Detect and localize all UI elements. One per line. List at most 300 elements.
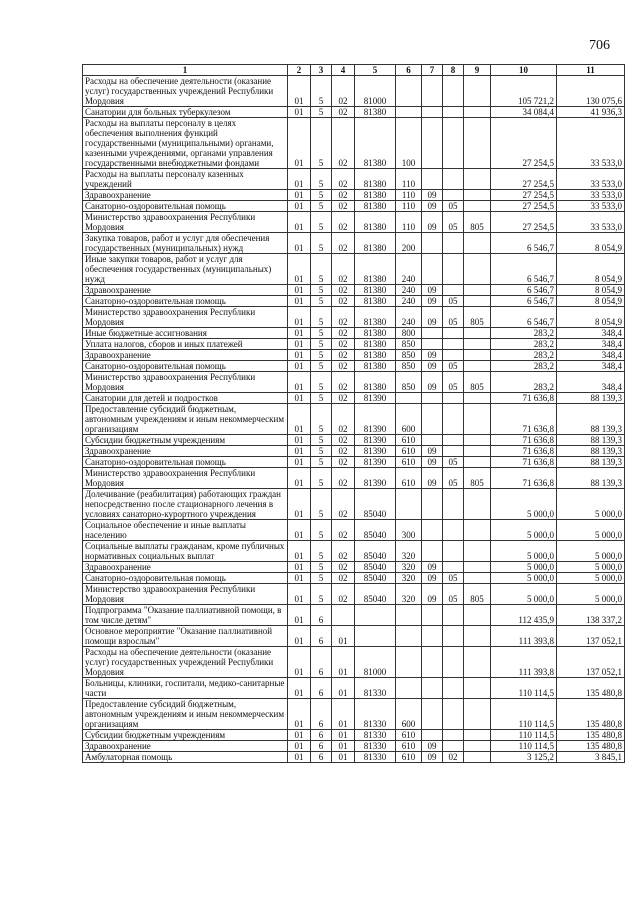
table-row — [83, 118, 625, 169]
code-section — [422, 678, 443, 699]
code-section: 09 — [422, 296, 443, 307]
table-row — [83, 76, 625, 107]
code-subprogram: 5 — [311, 254, 332, 285]
code-expense-type — [396, 393, 422, 404]
code-subprogram: 5 — [311, 169, 332, 190]
code-program: 01 — [288, 107, 311, 118]
code-activity: 02 — [332, 446, 355, 457]
row-name: Иные закупки товаров, работ и услуг для обеспечения государственных (муниципальных) нужд — [83, 254, 288, 285]
col-header-2: 2 — [288, 65, 311, 76]
col-header-1: 1 — [83, 65, 288, 76]
code-section: 09 — [422, 212, 443, 233]
code-ministry — [464, 190, 491, 201]
amount-year-2: 5 000,0 — [557, 562, 625, 573]
code-subsection — [443, 678, 464, 699]
code-program: 01 — [288, 350, 311, 361]
code-ministry: 805 — [464, 468, 491, 489]
code-direction: 81330 — [355, 752, 396, 763]
code-subprogram: 5 — [311, 296, 332, 307]
row-name: Санаторно-оздоровительная помощь — [83, 201, 288, 212]
code-direction: 81390 — [355, 446, 396, 457]
code-subsection: 05 — [443, 212, 464, 233]
code-program: 01 — [288, 468, 311, 489]
code-activity: 02 — [332, 190, 355, 201]
code-direction — [355, 626, 396, 647]
code-activity: 02 — [332, 435, 355, 446]
code-direction: 81380 — [355, 233, 396, 254]
amount-year-2: 5 000,0 — [557, 573, 625, 584]
code-program: 01 — [288, 393, 311, 404]
code-direction: 81000 — [355, 647, 396, 678]
code-subsection — [443, 393, 464, 404]
row-name: Долечивание (реабилитация) работающих граждан непосредственно после стационарного лечения в условиях санаторно-курортного учреждения — [83, 489, 288, 520]
col-header-7: 7 — [422, 65, 443, 76]
amount-year-2: 8 054,9 — [557, 254, 625, 285]
amount-year-1: 5 000,0 — [491, 541, 557, 562]
code-ministry — [464, 446, 491, 457]
code-subsection — [443, 254, 464, 285]
code-section — [422, 626, 443, 647]
code-direction: 81380 — [355, 201, 396, 212]
amount-year-2: 3 845,1 — [557, 752, 625, 763]
code-ministry — [464, 254, 491, 285]
code-direction: 81390 — [355, 435, 396, 446]
code-program: 01 — [288, 730, 311, 741]
table-row — [83, 647, 625, 678]
code-section: 09 — [422, 285, 443, 296]
row-name: Субсидии бюджетным учреждениям — [83, 730, 288, 741]
code-subsection: 05 — [443, 573, 464, 584]
amount-year-1: 27 254,5 — [491, 201, 557, 212]
code-ministry — [464, 699, 491, 730]
col-header-3: 3 — [311, 65, 332, 76]
code-expense-type: 850 — [396, 339, 422, 350]
code-program: 01 — [288, 190, 311, 201]
code-direction: 85040 — [355, 573, 396, 584]
code-subprogram: 5 — [311, 233, 332, 254]
code-ministry — [464, 489, 491, 520]
code-subsection — [443, 741, 464, 752]
code-section: 09 — [422, 468, 443, 489]
code-subsection — [443, 605, 464, 626]
code-subsection: 05 — [443, 584, 464, 605]
code-direction: 81390 — [355, 393, 396, 404]
code-subprogram: 5 — [311, 339, 332, 350]
code-subprogram: 6 — [311, 626, 332, 647]
amount-year-1: 283,2 — [491, 361, 557, 372]
code-program: 01 — [288, 573, 311, 584]
code-program: 01 — [288, 328, 311, 339]
amount-year-1: 110 114,5 — [491, 699, 557, 730]
code-direction: 81380 — [355, 339, 396, 350]
amount-year-1: 6 546,7 — [491, 285, 557, 296]
code-ministry — [464, 350, 491, 361]
code-subsection: 05 — [443, 201, 464, 212]
code-expense-type: 610 — [396, 446, 422, 457]
code-expense-type: 610 — [396, 435, 422, 446]
code-section — [422, 435, 443, 446]
table-row — [83, 741, 625, 752]
amount-year-2: 33 533,0 — [557, 169, 625, 190]
code-expense-type: 110 — [396, 201, 422, 212]
code-subprogram: 5 — [311, 446, 332, 457]
code-section: 09 — [422, 350, 443, 361]
code-activity: 02 — [332, 76, 355, 107]
code-expense-type — [396, 107, 422, 118]
table-row — [83, 489, 625, 520]
code-program: 01 — [288, 562, 311, 573]
table-row — [83, 605, 625, 626]
row-name: Социальное обеспечение и иные выплаты населению — [83, 520, 288, 541]
code-ministry — [464, 626, 491, 647]
code-activity: 02 — [332, 457, 355, 468]
code-activity: 02 — [332, 328, 355, 339]
code-subprogram: 6 — [311, 730, 332, 741]
code-ministry — [464, 169, 491, 190]
code-direction: 85040 — [355, 520, 396, 541]
row-name: Министерство здравоохранения Республики Мордовия — [83, 307, 288, 328]
code-activity: 02 — [332, 254, 355, 285]
row-name: Расходы на обеспечение деятельности (оказание услуг) государственных учреждений Республики Мордовия — [83, 647, 288, 678]
code-subprogram: 6 — [311, 699, 332, 730]
row-name: Основное мероприятие "Оказание паллиативной помощи взрослым" — [83, 626, 288, 647]
code-subsection — [443, 76, 464, 107]
budget-table — [82, 64, 625, 763]
code-direction: 81380 — [355, 212, 396, 233]
code-ministry: 805 — [464, 307, 491, 328]
code-section: 09 — [422, 584, 443, 605]
code-direction: 81380 — [355, 118, 396, 169]
code-direction: 81390 — [355, 457, 396, 468]
code-direction: 85040 — [355, 489, 396, 520]
table-row — [83, 573, 625, 584]
amount-year-1: 71 636,8 — [491, 435, 557, 446]
row-name: Санатории для детей и подростков — [83, 393, 288, 404]
amount-year-2: 88 139,3 — [557, 435, 625, 446]
code-direction: 81380 — [355, 190, 396, 201]
code-expense-type: 610 — [396, 730, 422, 741]
col-header-10: 10 — [491, 65, 557, 76]
code-program: 01 — [288, 201, 311, 212]
amount-year-1: 71 636,8 — [491, 393, 557, 404]
amount-year-2: 33 533,0 — [557, 118, 625, 169]
code-section: 09 — [422, 307, 443, 328]
code-ministry — [464, 457, 491, 468]
amount-year-2: 348,4 — [557, 361, 625, 372]
code-activity — [332, 605, 355, 626]
code-section — [422, 489, 443, 520]
amount-year-2: 33 533,0 — [557, 201, 625, 212]
code-activity: 02 — [332, 562, 355, 573]
table-row — [83, 372, 625, 393]
code-program: 01 — [288, 233, 311, 254]
code-ministry — [464, 741, 491, 752]
code-section — [422, 76, 443, 107]
code-expense-type: 240 — [396, 254, 422, 285]
code-program: 01 — [288, 626, 311, 647]
code-direction: 81380 — [355, 328, 396, 339]
code-ministry — [464, 520, 491, 541]
code-program: 01 — [288, 339, 311, 350]
code-subprogram: 5 — [311, 573, 332, 584]
amount-year-1: 6 546,7 — [491, 233, 557, 254]
code-subprogram: 5 — [311, 372, 332, 393]
code-ministry — [464, 201, 491, 212]
code-activity: 02 — [332, 361, 355, 372]
table-row — [83, 361, 625, 372]
code-subprogram: 5 — [311, 584, 332, 605]
amount-year-2: 5 000,0 — [557, 520, 625, 541]
code-subprogram: 5 — [311, 393, 332, 404]
code-ministry — [464, 76, 491, 107]
code-ministry — [464, 107, 491, 118]
code-direction: 81380 — [355, 307, 396, 328]
amount-year-2: 33 533,0 — [557, 212, 625, 233]
code-activity: 02 — [332, 307, 355, 328]
code-ministry — [464, 285, 491, 296]
code-subprogram: 5 — [311, 468, 332, 489]
code-subsection: 05 — [443, 457, 464, 468]
table-row — [83, 678, 625, 699]
code-section — [422, 647, 443, 678]
table-row — [83, 457, 625, 468]
code-activity: 01 — [332, 678, 355, 699]
code-program: 01 — [288, 541, 311, 562]
code-program: 01 — [288, 169, 311, 190]
code-activity: 02 — [332, 201, 355, 212]
code-activity: 01 — [332, 699, 355, 730]
amount-year-1: 110 114,5 — [491, 741, 557, 752]
code-subsection — [443, 541, 464, 562]
code-program: 01 — [288, 752, 311, 763]
table-row — [83, 190, 625, 201]
row-name: Предоставление субсидий бюджетным, автономным учреждениям и иным некоммерческим организациям — [83, 699, 288, 730]
amount-year-1: 6 546,7 — [491, 307, 557, 328]
code-program: 01 — [288, 678, 311, 699]
code-subsection — [443, 107, 464, 118]
table-row — [83, 626, 625, 647]
code-subprogram: 5 — [311, 435, 332, 446]
code-section — [422, 393, 443, 404]
table-row — [83, 468, 625, 489]
amount-year-2: 348,4 — [557, 372, 625, 393]
code-program: 01 — [288, 296, 311, 307]
code-activity: 02 — [332, 233, 355, 254]
table-row — [83, 562, 625, 573]
amount-year-1: 5 000,0 — [491, 584, 557, 605]
code-activity: 02 — [332, 404, 355, 435]
code-program: 01 — [288, 435, 311, 446]
code-activity: 02 — [332, 107, 355, 118]
code-program: 01 — [288, 489, 311, 520]
code-subsection — [443, 190, 464, 201]
row-name: Министерство здравоохранения Республики Мордовия — [83, 584, 288, 605]
code-ministry — [464, 541, 491, 562]
table-row — [83, 435, 625, 446]
amount-year-1: 283,2 — [491, 328, 557, 339]
code-activity: 02 — [332, 339, 355, 350]
code-program: 01 — [288, 605, 311, 626]
code-expense-type: 300 — [396, 520, 422, 541]
code-activity: 02 — [332, 573, 355, 584]
row-name: Здравоохранение — [83, 350, 288, 361]
code-subprogram: 5 — [311, 520, 332, 541]
amount-year-1: 5 000,0 — [491, 562, 557, 573]
code-direction: 81330 — [355, 741, 396, 752]
code-ministry — [464, 404, 491, 435]
code-program: 01 — [288, 372, 311, 393]
amount-year-2: 41 936,3 — [557, 107, 625, 118]
code-program: 01 — [288, 584, 311, 605]
code-activity: 02 — [332, 393, 355, 404]
row-name: Министерство здравоохранения Республики Мордовия — [83, 372, 288, 393]
code-program: 01 — [288, 307, 311, 328]
row-name: Санатории для больных туберкулезом — [83, 107, 288, 118]
table-row — [83, 541, 625, 562]
row-name: Закупка товаров, работ и услуг для обеспечения государственных (муниципальных) нужд — [83, 233, 288, 254]
code-expense-type: 610 — [396, 752, 422, 763]
code-ministry — [464, 730, 491, 741]
row-name: Санаторно-оздоровительная помощь — [83, 361, 288, 372]
amount-year-2: 137 052,1 — [557, 647, 625, 678]
amount-year-1: 112 435,9 — [491, 605, 557, 626]
code-subsection — [443, 285, 464, 296]
amount-year-2: 88 139,3 — [557, 468, 625, 489]
code-subsection — [443, 446, 464, 457]
amount-year-1: 5 000,0 — [491, 489, 557, 520]
code-program: 01 — [288, 285, 311, 296]
code-program: 01 — [288, 404, 311, 435]
table-row — [83, 699, 625, 730]
code-ministry — [464, 328, 491, 339]
amount-year-2: 88 139,3 — [557, 404, 625, 435]
code-activity: 02 — [332, 520, 355, 541]
code-direction: 81380 — [355, 361, 396, 372]
code-activity: 02 — [332, 584, 355, 605]
code-ministry — [464, 752, 491, 763]
code-direction: 81330 — [355, 699, 396, 730]
code-subprogram: 5 — [311, 107, 332, 118]
row-name: Иные бюджетные ассигнования — [83, 328, 288, 339]
row-name: Министерство здравоохранения Республики Мордовия — [83, 212, 288, 233]
row-name: Расходы на обеспечение деятельности (оказание услуг) государственных учреждений Республики Мордовия — [83, 76, 288, 107]
code-subsection — [443, 562, 464, 573]
code-expense-type: 600 — [396, 404, 422, 435]
code-section — [422, 541, 443, 562]
code-direction: 81380 — [355, 350, 396, 361]
code-section: 09 — [422, 190, 443, 201]
code-expense-type: 320 — [396, 541, 422, 562]
code-subprogram: 5 — [311, 201, 332, 212]
code-subsection — [443, 339, 464, 350]
code-subsection: 05 — [443, 296, 464, 307]
amount-year-2: 88 139,3 — [557, 457, 625, 468]
code-subprogram: 6 — [311, 605, 332, 626]
code-activity: 02 — [332, 541, 355, 562]
table-row — [83, 169, 625, 190]
row-name: Здравоохранение — [83, 741, 288, 752]
table-row — [83, 339, 625, 350]
code-section — [422, 169, 443, 190]
amount-year-1: 110 114,5 — [491, 678, 557, 699]
code-section: 09 — [422, 361, 443, 372]
col-header-8: 8 — [443, 65, 464, 76]
code-program: 01 — [288, 212, 311, 233]
amount-year-2: 88 139,3 — [557, 446, 625, 457]
col-header-4: 4 — [332, 65, 355, 76]
row-name: Больницы, клиники, госпитали, медико-санитарные части — [83, 678, 288, 699]
amount-year-1: 283,2 — [491, 350, 557, 361]
header-row — [83, 65, 625, 76]
code-ministry — [464, 296, 491, 307]
row-name: Здравоохранение — [83, 190, 288, 201]
code-subsection — [443, 520, 464, 541]
code-expense-type: 800 — [396, 328, 422, 339]
row-name: Здравоохранение — [83, 446, 288, 457]
code-section — [422, 520, 443, 541]
code-section: 09 — [422, 752, 443, 763]
amount-year-2: 5 000,0 — [557, 541, 625, 562]
code-section — [422, 605, 443, 626]
table-row — [83, 328, 625, 339]
table-row — [83, 285, 625, 296]
code-section — [422, 730, 443, 741]
code-direction: 81380 — [355, 254, 396, 285]
code-ministry — [464, 647, 491, 678]
code-expense-type: 110 — [396, 190, 422, 201]
amount-year-2: 8 054,9 — [557, 296, 625, 307]
code-direction: 81380 — [355, 169, 396, 190]
code-section — [422, 254, 443, 285]
code-expense-type: 100 — [396, 118, 422, 169]
code-ministry — [464, 562, 491, 573]
code-ministry — [464, 573, 491, 584]
code-program: 01 — [288, 699, 311, 730]
code-ministry — [464, 339, 491, 350]
code-direction: 81380 — [355, 285, 396, 296]
table-row — [83, 584, 625, 605]
amount-year-2: 8 054,9 — [557, 233, 625, 254]
code-section: 09 — [422, 446, 443, 457]
code-direction: 81380 — [355, 372, 396, 393]
code-ministry: 805 — [464, 212, 491, 233]
code-activity: 01 — [332, 730, 355, 741]
code-direction: 81390 — [355, 468, 396, 489]
table-row — [83, 307, 625, 328]
code-subprogram: 5 — [311, 457, 332, 468]
amount-year-1: 6 546,7 — [491, 296, 557, 307]
table-row — [83, 233, 625, 254]
row-name: Санаторно-оздоровительная помощь — [83, 457, 288, 468]
code-expense-type: 240 — [396, 285, 422, 296]
amount-year-1: 27 254,5 — [491, 212, 557, 233]
amount-year-1: 5 000,0 — [491, 520, 557, 541]
code-program: 01 — [288, 457, 311, 468]
amount-year-1: 283,2 — [491, 372, 557, 393]
code-expense-type: 610 — [396, 457, 422, 468]
code-subsection — [443, 730, 464, 741]
row-name: Подпрограмма "Оказание паллиативной помощи, в том числе детям" — [83, 605, 288, 626]
amount-year-2: 135 480,8 — [557, 678, 625, 699]
amount-year-2: 135 480,8 — [557, 730, 625, 741]
code-subprogram: 5 — [311, 404, 332, 435]
code-program: 01 — [288, 118, 311, 169]
amount-year-1: 105 721,2 — [491, 76, 557, 107]
code-activity: 02 — [332, 118, 355, 169]
code-section — [422, 233, 443, 254]
row-name: Министерство здравоохранения Республики Мордовия — [83, 468, 288, 489]
amount-year-1: 283,2 — [491, 339, 557, 350]
